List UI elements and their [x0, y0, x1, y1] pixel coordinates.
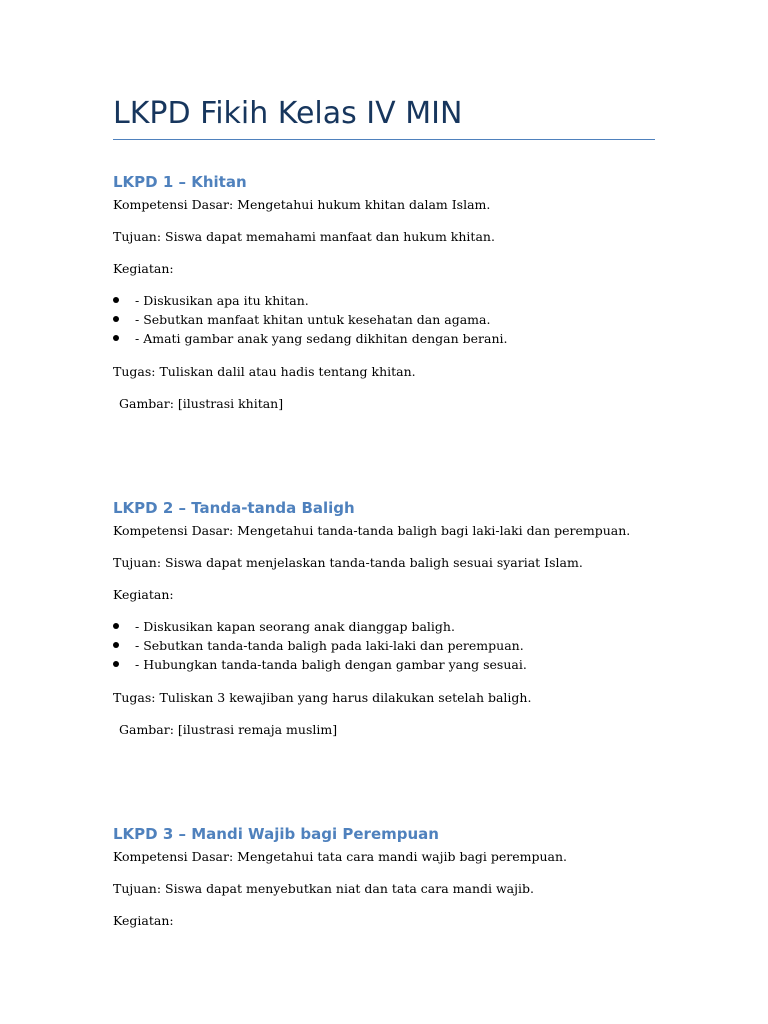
tugas-text: Tugas: Tuliskan dalil atau hadis tentang khitan. [113, 364, 416, 379]
list-item-text: - Sebutkan tanda-tanda baligh pada laki-laki dan perempuan. [135, 638, 524, 653]
bullet-icon [113, 316, 119, 322]
gambar-caption: Gambar: [ilustrasi remaja muslim] [119, 722, 338, 737]
tujuan-text: Tujuan: Siswa dapat menjelaskan tanda-tanda baligh sesuai syariat Islam. [113, 555, 583, 570]
section-heading: LKPD 2 – Tanda-tanda Baligh [113, 499, 355, 517]
bullet-icon [113, 297, 119, 303]
bullet-icon [113, 661, 119, 667]
list-item-text: - Diskusikan apa itu khitan. [135, 293, 309, 308]
list-item-text: - Diskusikan kapan seorang anak dianggap baligh. [135, 619, 455, 634]
kompetensi-text: Kompetensi Dasar: Mengetahui tanda-tanda baligh bagi laki-laki dan perempuan. [113, 523, 631, 538]
section-heading: LKPD 3 – Mandi Wajib bagi Perempuan [113, 825, 439, 843]
document-title: LKPD Fikih Kelas IV MIN [113, 96, 463, 131]
list-item-text: - Sebutkan manfaat khitan untuk kesehatan dan agama. [135, 312, 491, 327]
gambar-caption: Gambar: [ilustrasi khitan] [119, 396, 284, 411]
tujuan-text: Tujuan: Siswa dapat memahami manfaat dan hukum khitan. [113, 229, 495, 244]
bullet-icon [113, 642, 119, 648]
kegiatan-label: Kegiatan: [113, 261, 174, 276]
kompetensi-text: Kompetensi Dasar: Mengetahui tata cara mandi wajib bagi perempuan. [113, 849, 568, 864]
section-heading: LKPD 1 – Khitan [113, 173, 247, 191]
title-underline [113, 139, 655, 140]
list-item-text: - Hubungkan tanda-tanda baligh dengan gambar yang sesuai. [135, 657, 527, 672]
bullet-icon [113, 335, 119, 341]
tugas-text: Tugas: Tuliskan 3 kewajiban yang harus dilakukan setelah baligh. [113, 690, 532, 705]
kegiatan-label: Kegiatan: [113, 913, 174, 928]
kompetensi-text: Kompetensi Dasar: Mengetahui hukum khitan dalam Islam. [113, 197, 491, 212]
bullet-icon [113, 623, 119, 629]
tujuan-text: Tujuan: Siswa dapat menyebutkan niat dan tata cara mandi wajib. [113, 881, 534, 896]
list-item-text: - Amati gambar anak yang sedang dikhitan dengan berani. [135, 331, 508, 346]
kegiatan-label: Kegiatan: [113, 587, 174, 602]
